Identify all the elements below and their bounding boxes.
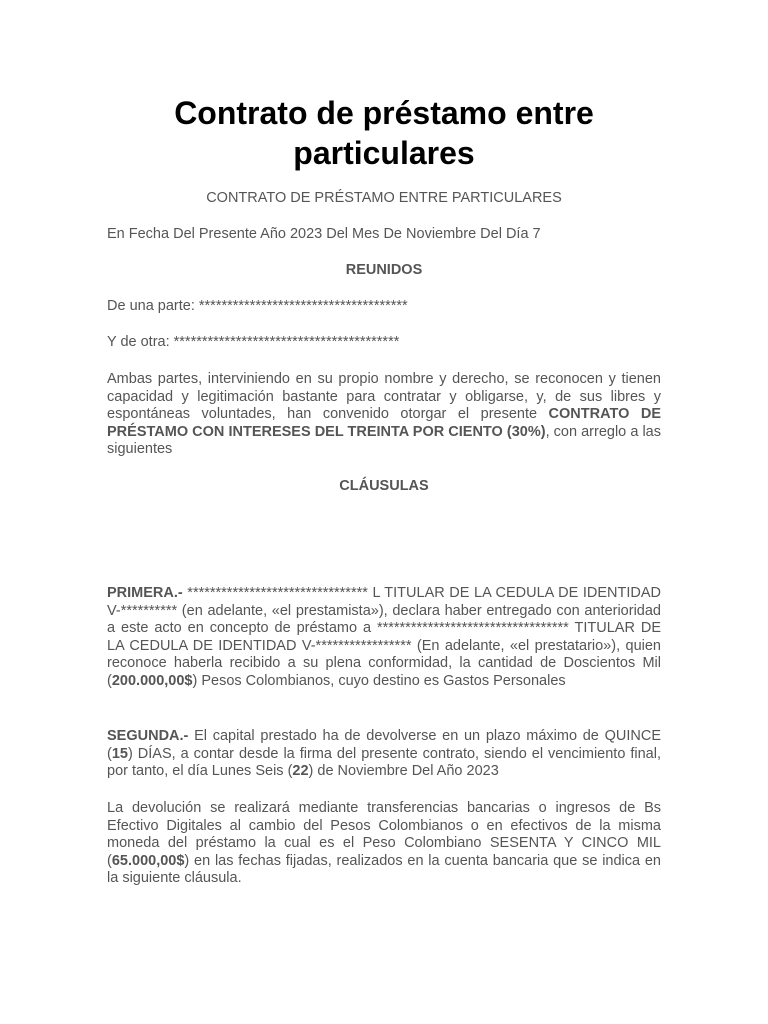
parte-otra-line: Y de otra: **************************************** <box>107 334 400 350</box>
reunidos-heading: REUNIDOS <box>345 262 423 278</box>
segunda-text-2: ) DÍAS, a contar desde la firma del presente contrato, siendo el vencimiento final, por tanto, el día Lunes Seis ( <box>107 745 661 779</box>
ambas-partes-paragraph <box>107 371 661 459</box>
document-subtitle: CONTRATO DE PRÉSTAMO ENTRE PARTICULARES <box>206 190 562 206</box>
primera-tail: ) Pesos Colombianos, cuyo destino es Gastos Personales <box>192 672 566 689</box>
contract-type-bold: CONTRATO DE PRÉSTAMO CON INTERESES DEL TREINTA POR CIENTO (30%) <box>107 406 661 440</box>
devolucion-amount: 65.000,00$ <box>111 852 185 869</box>
clausula-primera <box>107 585 661 690</box>
segunda-text-1: El capital prestado ha de devolverse en un plazo máximo de QUINCE ( <box>107 728 661 762</box>
segunda-text-3: ) de Noviembre Del Año 2023 <box>308 763 499 779</box>
ambas-text: Ambas partes, interviniendo en su propio nombre y derecho, se reconocen y tienen capacidad y legitimación bastante para contratar y obligarse, y, de sus libres y espontáneas voluntades, han convenido otorgar el presente <box>107 371 661 422</box>
devolucion-text-2: ) en las fechas fijadas, realizados en la cuenta bancaria que se indica en la siguiente cláusula. <box>107 852 661 886</box>
clausulas-heading: CLÁUSULAS <box>339 478 429 494</box>
clausula-segunda <box>107 728 661 781</box>
devolucion-text-1: La devolución se realizará mediante transferencias bancarias o ingresos de Bs Efectivo Digitales al cambio del Pesos Colombianos o en efectivos de la misma moneda del préstamo la cual es el Peso Colombiano SESENTA Y CINCO MIL ( <box>107 800 661 869</box>
parte-uno-line: De una parte: ************************************* <box>107 298 408 314</box>
primera-text: ******************************** L TITULAR DE LA CEDULA DE IDENTIDAD V-********** (en adelante, «el prestamista»), declara haber entregado con anterioridad a este acto en concepto de préstamo a ********************************** TITULAR DE LA CEDULA DE IDENTIDAD V-***************** (En adelante, «el prestatario»), quien reconoce haberla recibido a su plena conformidad, la cantidad de Doscientos Mil ( <box>107 585 661 689</box>
segunda-day-number: 22 <box>292 763 309 779</box>
segunda-days: 15 <box>111 745 128 762</box>
primera-label: PRIMERA.- <box>107 585 183 601</box>
primera-amount: 200.000,00$ <box>111 672 193 689</box>
date-line: En Fecha Del Presente Año 2023 Del Mes De Noviembre Del Día 7 <box>107 226 541 242</box>
ambas-tail: , con arreglo a las siguientes <box>107 423 661 457</box>
segunda-label: SEGUNDA.- <box>107 728 189 744</box>
devolucion-paragraph <box>107 800 661 888</box>
document-title: Contrato de préstamo entre particulares <box>174 95 594 171</box>
